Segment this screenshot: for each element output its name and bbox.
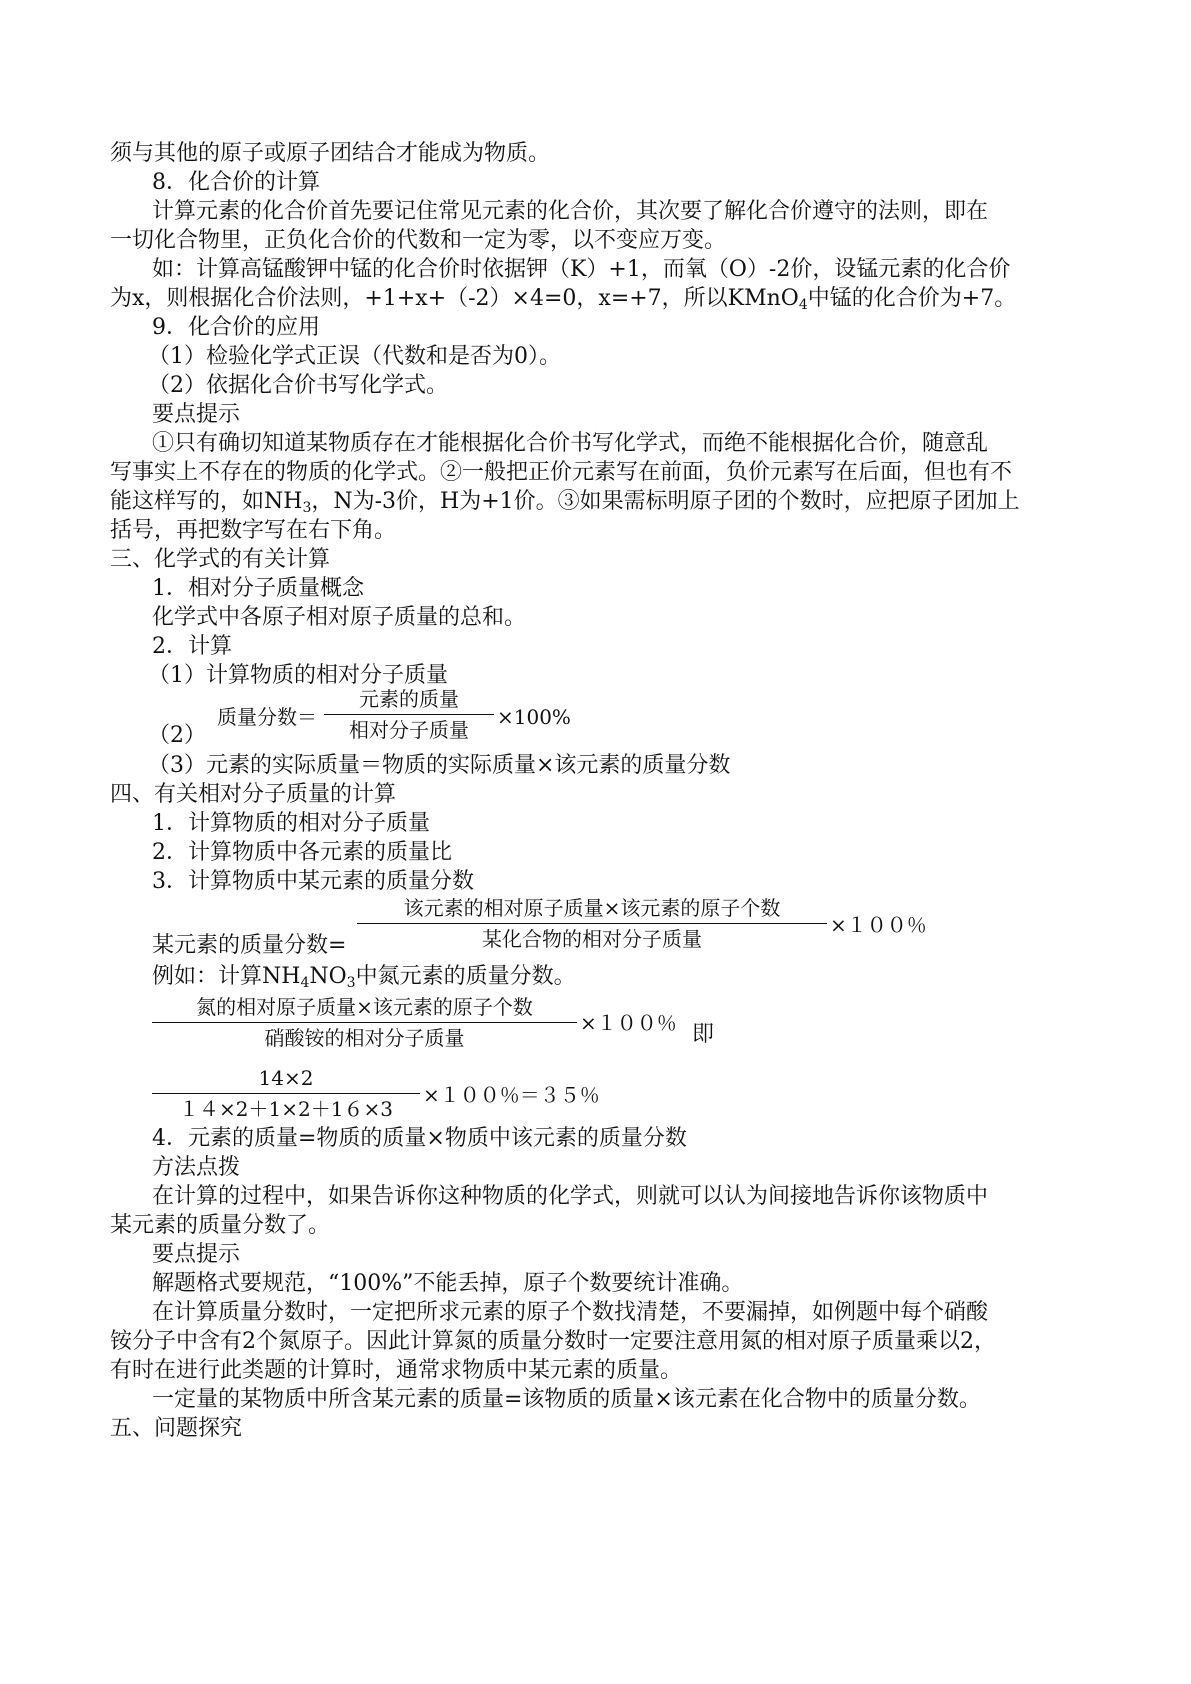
list-item: （2）依据化合价书写化学式。 (148, 373, 448, 398)
fraction-numerator: 该元素的相对原子质量×该元素的原子个数 (403, 896, 781, 920)
tip-heading: 要点提示 (152, 1242, 241, 1267)
fraction-denominator: １４×2＋1×2＋1６×3 (179, 1097, 393, 1121)
fraction-bar (324, 714, 494, 715)
paragraph-line: ①只有确切知道某物质存在才能根据化合价书写化学式，而绝不能根据化合价，随意乱 (152, 431, 989, 456)
list-item: （2） (148, 723, 206, 748)
text-run: ，N为-3价，H为+1价。③如果需标明原子团的个数时，应把原子团加上 (311, 489, 1020, 514)
paragraph-line: 在计算质量分数时，一定把所求元素的原子个数找清楚，不要漏掉，如例题中每个硝酸 (152, 1300, 989, 1325)
fraction-numerator: 氮的相对原子质量×该元素的原子个数 (196, 995, 533, 1019)
formula-fraction (152, 994, 577, 1051)
subscript: 3 (346, 975, 356, 991)
list-item: 4．元素的质量=物质的质量×物质中该元素的质量分数 (152, 1126, 687, 1151)
section-heading: 四、有关相对分子质量的计算 (110, 782, 397, 807)
list-item: 1．计算物质的相对分子质量 (152, 811, 430, 836)
formula-suffix: ×100% (497, 705, 571, 729)
paragraph-line: 如：计算高锰酸钾中锰的化合价时依据钾（K）+1，而氧（O）-2价，设锰元素的化合价 (152, 257, 1011, 282)
subscript: 3 (302, 500, 312, 516)
section-heading: 1．相对分子质量概念 (152, 576, 364, 601)
paragraph-line: 在计算的过程中，如果告诉你这种物质的化学式，则就可以认为间接地告诉你该物质中 (152, 1184, 989, 1209)
section-heading: 三、化学式的有关计算 (110, 547, 331, 572)
formula-connector: 即 (692, 1022, 715, 1047)
formula-suffix: ×１００％＝３５％ (423, 1083, 600, 1107)
formula-suffix: ×１００％ (580, 1011, 677, 1035)
paragraph-line: 解题格式要规范，“100%”不能丢掉，原子个数要统计准确。 (152, 1271, 744, 1296)
list-item: （3）元素的实际质量＝物质的实际质量×该元素的质量分数 (148, 753, 731, 778)
section-heading: 五、问题探究 (110, 1416, 243, 1441)
paragraph-line: 一切化合物里，正负化合价的代数和一定为零，以不变应万变。 (110, 228, 727, 253)
paragraph-line: 某元素的质量分数= (152, 933, 347, 958)
formula-fraction (152, 1065, 420, 1122)
text-run: 为x，则根据化合价法则，+1+x+（-2）×4=0，x=+7，所以KMnO (110, 286, 799, 311)
fraction-bar (357, 923, 827, 924)
paragraph-line: 铵分子中含有2个氮原子。因此计算氮的质量分数时一定要注意用氮的相对原子质量乘以2， (110, 1329, 996, 1354)
paragraph-line: 写事实上不存在的物质的化学式。②一般把正价元素写在前面，负价元素写在后面，但也有不 (110, 460, 1013, 485)
tip-heading: 要点提示 (152, 402, 241, 427)
section-heading: 8．化合价的计算 (152, 170, 320, 195)
list-item: （1）检验化学式正误（代数和是否为0）。 (148, 344, 561, 369)
subscript: 4 (300, 975, 310, 991)
text-run: 例如：计算NH (152, 964, 301, 989)
text-run: NO (309, 964, 347, 989)
text-run: 能这样写的，如NH (110, 489, 303, 514)
list-item: 2．计算物质中各元素的质量比 (152, 840, 452, 865)
list-item: 3．计算物质中某元素的质量分数 (152, 869, 474, 894)
fraction-numerator: 14×2 (258, 1066, 314, 1090)
fraction-denominator: 相对分子质量 (349, 718, 469, 742)
fraction-numerator: 元素的质量 (359, 687, 459, 711)
fraction-bar (152, 1022, 577, 1023)
fraction-denominator: 硝酸铵的相对分子质量 (264, 1026, 465, 1050)
paragraph-line: 化学式中各原子相对原子质量的总和。 (152, 605, 527, 630)
paragraph-line: 须与其他的原子或原子团结合才能成为物质。 (110, 141, 551, 166)
fraction-denominator: 某化合物的相对分子质量 (482, 927, 702, 951)
section-heading: 9．化合价的应用 (152, 315, 320, 340)
text-run: 中锰的化合价为+7。 (807, 286, 1017, 311)
list-item: （1）计算物质的相对分子质量 (148, 663, 448, 688)
fraction-bar (152, 1093, 420, 1094)
paragraph-line: 某元素的质量分数了。 (110, 1213, 331, 1238)
paragraph-line: 括号，再把数字写在右下角。 (110, 518, 397, 543)
tip-heading: 方法点拨 (152, 1155, 241, 1180)
paragraph-line: 计算元素的化合价首先要记住常见元素的化合价，其次要了解化合价遵守的法则，即在 (152, 199, 989, 224)
subscript: 4 (798, 297, 808, 313)
paragraph-line: 有时在进行此类题的计算时，通常求物质中某元素的质量。 (110, 1358, 683, 1383)
formula-suffix: ×１００％ (830, 913, 927, 937)
text-run: 中氮元素的质量分数。 (355, 964, 576, 989)
paragraph-line: 一定量的某物质中所含某元素的质量=该物质的质量×该元素在化合物中的质量分数。 (152, 1387, 981, 1412)
section-heading: 2．计算 (152, 634, 232, 659)
formula-lhs: 质量分数＝ (217, 705, 317, 729)
